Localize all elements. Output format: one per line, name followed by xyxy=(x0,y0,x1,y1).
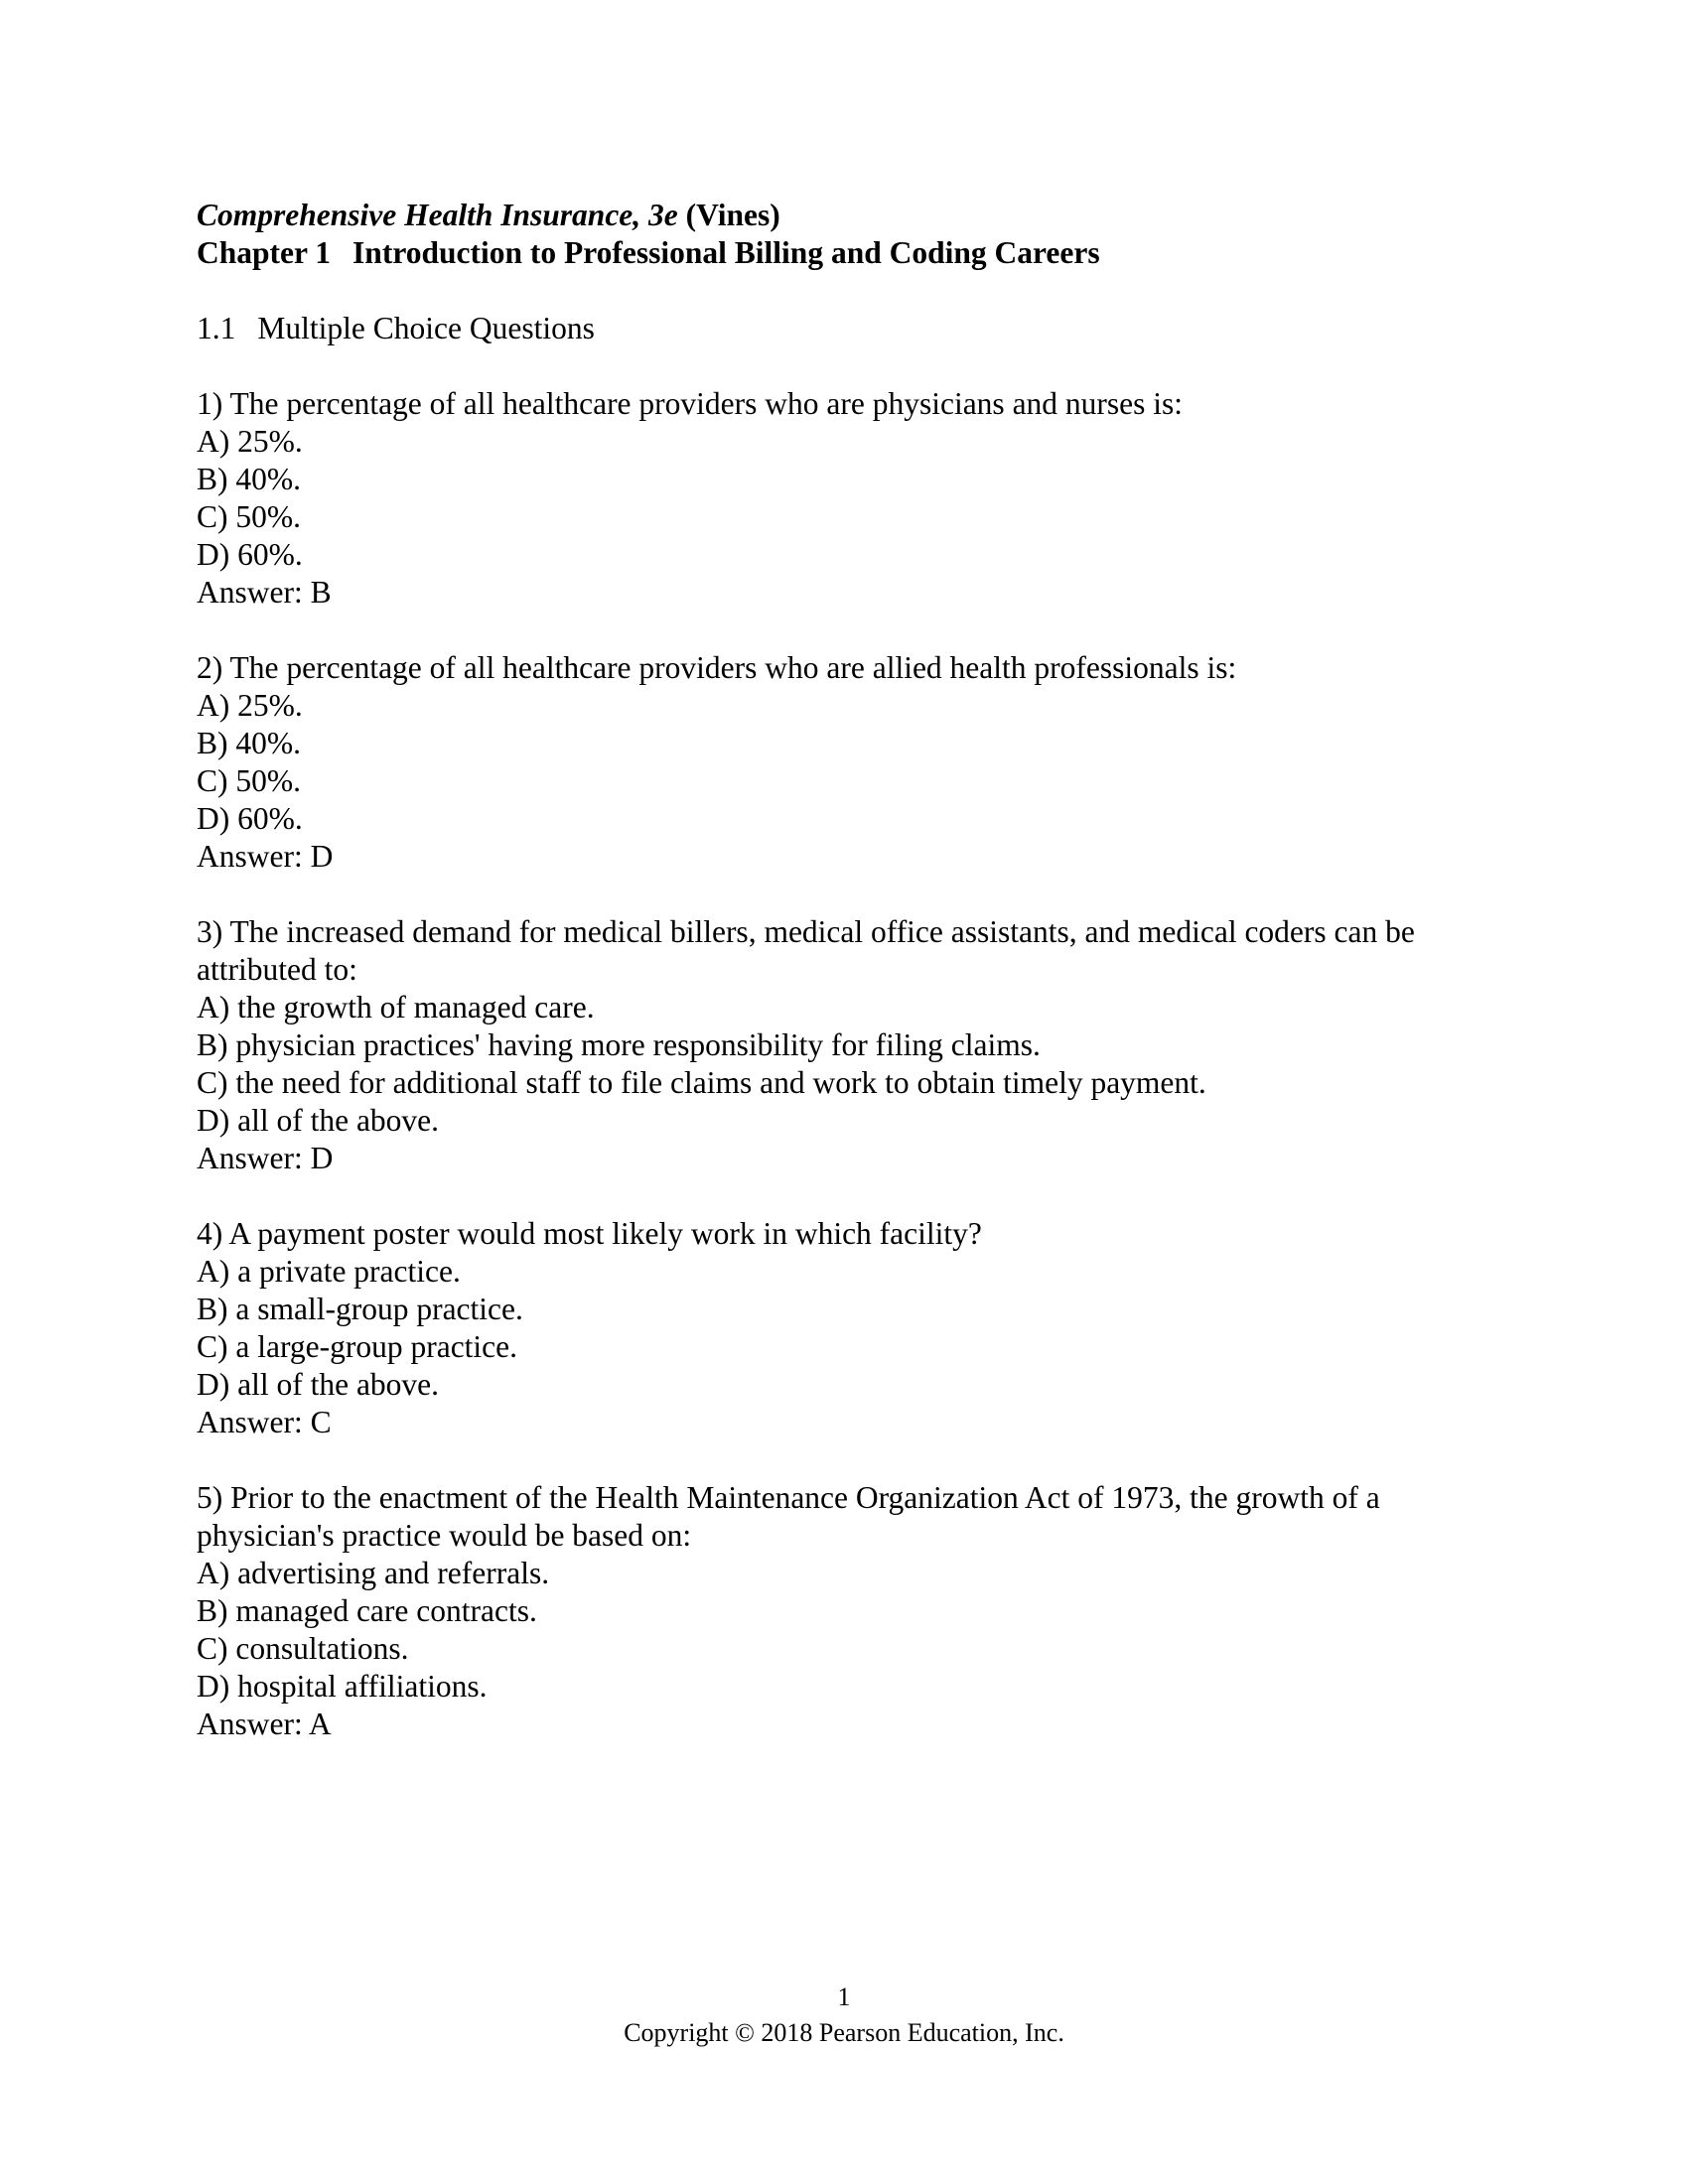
book-title-line xyxy=(197,197,1497,234)
option-b: B) 40%. xyxy=(197,726,301,760)
question-text: 3) The increased demand for medical billers, medical office assistants, and medical coders can be attributed to: xyxy=(197,914,1415,987)
option-b: B) physician practices' having more responsibility for filing claims. xyxy=(197,1027,1041,1062)
section-number: 1.1 xyxy=(197,311,236,345)
option-c: C) 50%. xyxy=(197,763,301,798)
option-d: D) 60%. xyxy=(197,537,303,572)
copyright-notice: Copyright © 2018 Pearson Education, Inc. xyxy=(624,2018,1064,2047)
chapter-title: Introduction to Professional Billing and Coding Careers xyxy=(352,235,1100,270)
option-a: A) a private practice. xyxy=(197,1254,461,1289)
option-b: B) 40%. xyxy=(197,462,301,496)
question-text: 2) The percentage of all healthcare providers who are allied health professionals is: xyxy=(197,650,1237,685)
option-c: C) consultations. xyxy=(197,1631,409,1666)
option-b: B) a small-group practice. xyxy=(197,1292,523,1326)
chapter-label: Chapter 1 xyxy=(197,235,332,270)
option-a: A) advertising and referrals. xyxy=(197,1556,550,1590)
question-text: 5) Prior to the enactment of the Health Maintenance Organization Act of 1973, the growth of a physician's practice would be based on: xyxy=(197,1480,1380,1553)
option-a: A) 25%. xyxy=(197,688,303,723)
section-heading xyxy=(197,310,1497,347)
option-a: A) 25%. xyxy=(197,424,303,459)
section-title: Multiple Choice Questions xyxy=(257,311,595,345)
question-3 xyxy=(197,913,1497,1177)
question-text: 1) The percentage of all healthcare providers who are physicians and nurses is: xyxy=(197,386,1184,421)
answer: Answer: A xyxy=(197,1706,332,1741)
option-d: D) all of the above. xyxy=(197,1103,440,1138)
option-c: C) the need for additional staff to file claims and work to obtain timely payment. xyxy=(197,1065,1206,1100)
answer: Answer: D xyxy=(197,1141,334,1175)
option-b: B) managed care contracts. xyxy=(197,1593,537,1628)
option-c: C) 50%. xyxy=(197,499,301,534)
answer: Answer: B xyxy=(197,575,332,610)
option-d: D) all of the above. xyxy=(197,1367,440,1402)
question-1 xyxy=(197,385,1497,612)
page-content xyxy=(197,197,1497,1743)
chapter-heading xyxy=(197,234,1497,272)
book-author: (Vines) xyxy=(685,198,780,232)
option-a: A) the growth of managed care. xyxy=(197,990,595,1024)
question-2 xyxy=(197,649,1497,876)
option-d: D) hospital affiliations. xyxy=(197,1669,488,1704)
question-5 xyxy=(197,1479,1497,1743)
page-number: 1 xyxy=(837,1982,851,2011)
answer: Answer: D xyxy=(197,839,334,874)
option-d: D) 60%. xyxy=(197,801,303,836)
option-c: C) a large-group practice. xyxy=(197,1329,518,1364)
answer: Answer: C xyxy=(197,1405,332,1439)
question-text: 4) A payment poster would most likely work in which facility? xyxy=(197,1216,982,1251)
book-title: Comprehensive Health Insurance, 3e xyxy=(197,198,678,232)
question-4 xyxy=(197,1215,1497,1441)
